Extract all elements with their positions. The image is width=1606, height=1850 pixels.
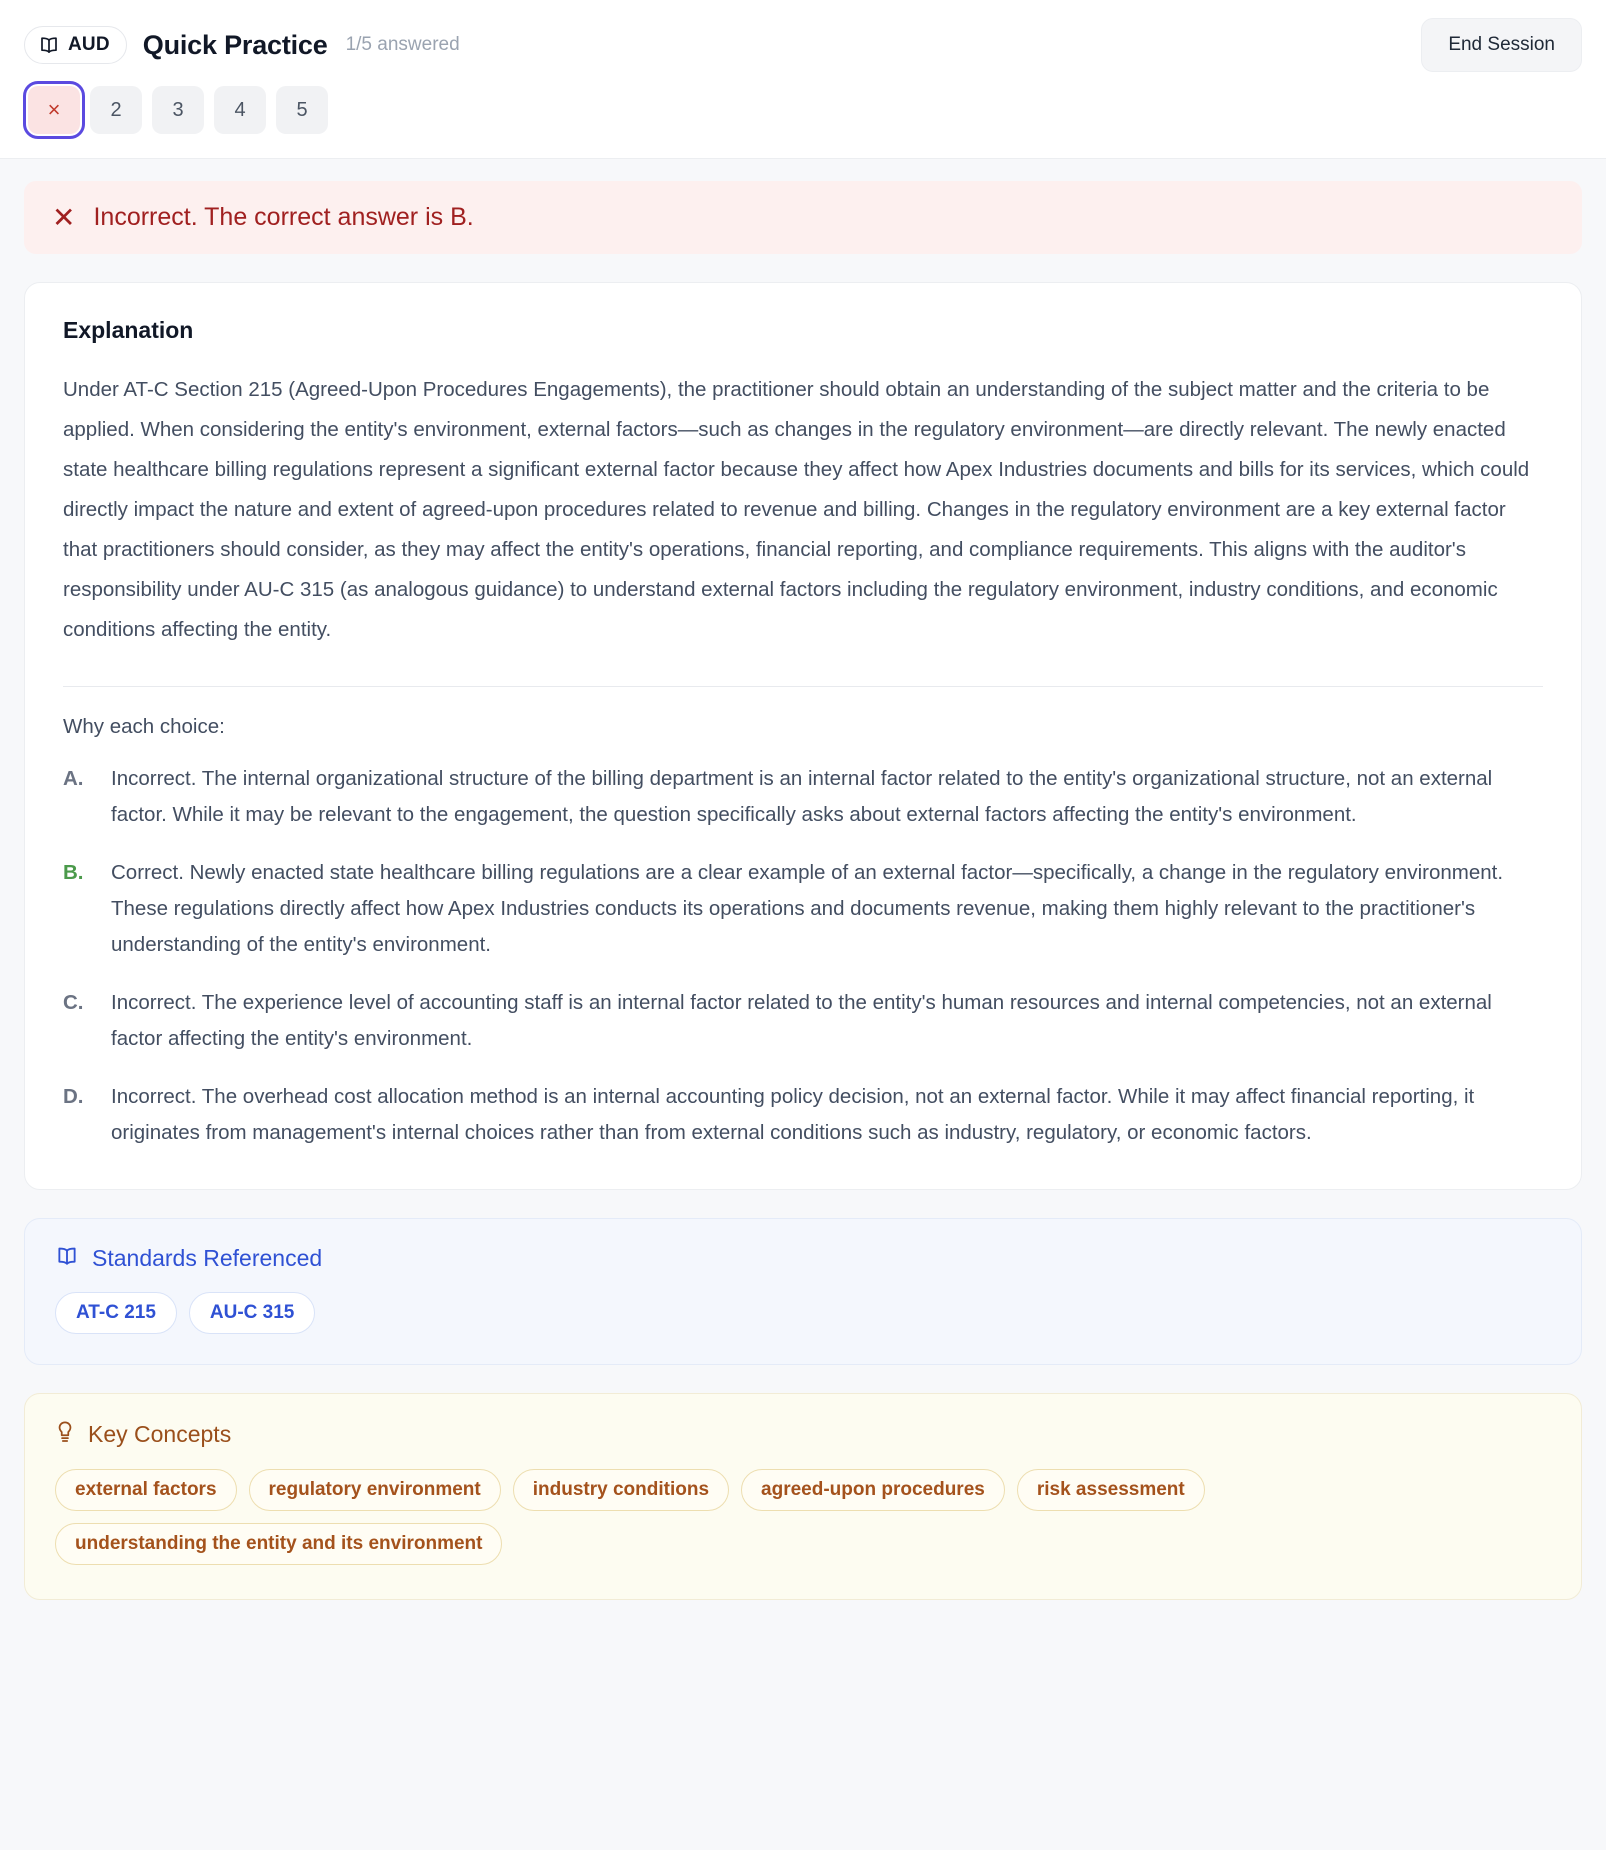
choice-text-c: Incorrect. The experience level of accounting staff is an internal factor related to the entity's human resources and internal competencies, not an external factor affecting the entity's environment.: [111, 991, 1492, 1050]
incorrect-banner: [24, 181, 1582, 254]
choice-letter-b: B.: [63, 861, 84, 884]
choice-explanation-c: [63, 985, 1543, 1057]
lightbulb-icon: [55, 1420, 75, 1449]
key-concept-tag[interactable]: regulatory environment: [249, 1469, 501, 1511]
header-row: [24, 18, 1582, 72]
standards-header: [55, 1245, 1551, 1272]
x-icon: ✕: [52, 201, 76, 233]
key-concepts-card: [24, 1393, 1582, 1600]
question-nav-item-1[interactable]: ×: [28, 86, 80, 134]
question-nav-item-4[interactable]: 4: [214, 86, 266, 134]
end-session-button[interactable]: End Session: [1421, 18, 1582, 72]
explanation-title: Explanation: [63, 317, 194, 343]
choice-letter-a: A.: [63, 767, 84, 790]
key-concept-tag[interactable]: industry conditions: [513, 1469, 729, 1511]
session-header: [0, 0, 1606, 159]
choice-text-a: Incorrect. The internal organizational structure of the billing department is an internal factor related to the entity's organizational structure, not an external factor. While it may be relevant to the engagement, the question specifically asks about external factors affecting the entity's environment.: [111, 767, 1493, 826]
key-concept-tag[interactable]: understanding the entity and its environment: [55, 1523, 502, 1565]
key-concepts-title: Key Concepts: [88, 1421, 232, 1447]
choice-text-b: Correct. Newly enacted state healthcare billing regulations are a clear example of an external factor—specifically, a change in the regulatory environment. These regulations directly affect how Apex Industries conducts its operations and documents revenue, making them highly relevant to the practitioner's understanding of the entity's environment.: [111, 861, 1504, 956]
choice-text-d: Incorrect. The overhead cost allocation method is an internal accounting policy decision, not an external factor. While it may affect financial reporting, it originates from management's internal choices rather than from external conditions such as industry, regulatory, or economic factors.: [111, 1085, 1475, 1144]
progress-text: 1/5 answered: [345, 34, 460, 55]
standard-tag[interactable]: AU-C 315: [189, 1292, 315, 1334]
standards-referenced-card: [24, 1218, 1582, 1365]
why-each-choice-label: Why each choice:: [63, 715, 225, 738]
choice-list: [63, 761, 1543, 1151]
question-nav-item-5[interactable]: 5: [276, 86, 328, 134]
subject-badge-label: AUD: [68, 34, 110, 55]
standard-tag[interactable]: AT-C 215: [55, 1292, 177, 1334]
key-concept-tag[interactable]: external factors: [55, 1469, 237, 1511]
book-icon: [55, 1245, 79, 1272]
question-nav: [24, 72, 1582, 158]
choice-letter-c: C.: [63, 991, 84, 1014]
question-nav-item-3[interactable]: 3: [152, 86, 204, 134]
standards-title: Standards Referenced: [92, 1245, 323, 1271]
key-concept-tag[interactable]: risk assessment: [1017, 1469, 1205, 1511]
choice-explanation-b: [63, 855, 1543, 963]
key-concepts-header: [55, 1420, 1551, 1449]
choice-explanation-d: [63, 1079, 1543, 1151]
question-nav-item-2[interactable]: 2: [90, 86, 142, 134]
subject-badge: [24, 26, 127, 64]
explanation-card: [24, 282, 1582, 1190]
incorrect-banner-text: Incorrect. The correct answer is B.: [93, 203, 474, 231]
key-concept-tag[interactable]: agreed-upon procedures: [741, 1469, 1005, 1511]
main-content: [0, 181, 1606, 1600]
choice-explanation-a: [63, 761, 1543, 833]
page-title: Quick Practice: [142, 29, 328, 60]
standards-tag-row: [55, 1292, 1551, 1334]
key-concepts-tag-row: [55, 1469, 1551, 1565]
choice-letter-d: D.: [63, 1085, 84, 1108]
book-icon: [38, 35, 60, 55]
section-divider: [63, 686, 1543, 687]
explanation-body: Under AT-C Section 215 (Agreed-Upon Procedures Engagements), the practitioner should obtain an understanding of the subject matter and the criteria to be applied. When considering the entity's environment, external factors—such as changes in the regulatory environment—are directly relevant. The newly enacted state healthcare billing regulations represent a significant external factor because they affect how Apex Industries documents and bills for its services, which could directly impact the nature and extent of agreed-upon procedures related to revenue and billing. Changes in the regulatory environment are a key external factor that practitioners should consider, as they may affect the entity's operations, financial reporting, and compliance requirements. This aligns with the auditor's responsibility under AU-C 315 (as analogous guidance) to understand external factors including the regulatory environment, industry conditions, and economic conditions affecting the entity.: [63, 378, 1530, 641]
